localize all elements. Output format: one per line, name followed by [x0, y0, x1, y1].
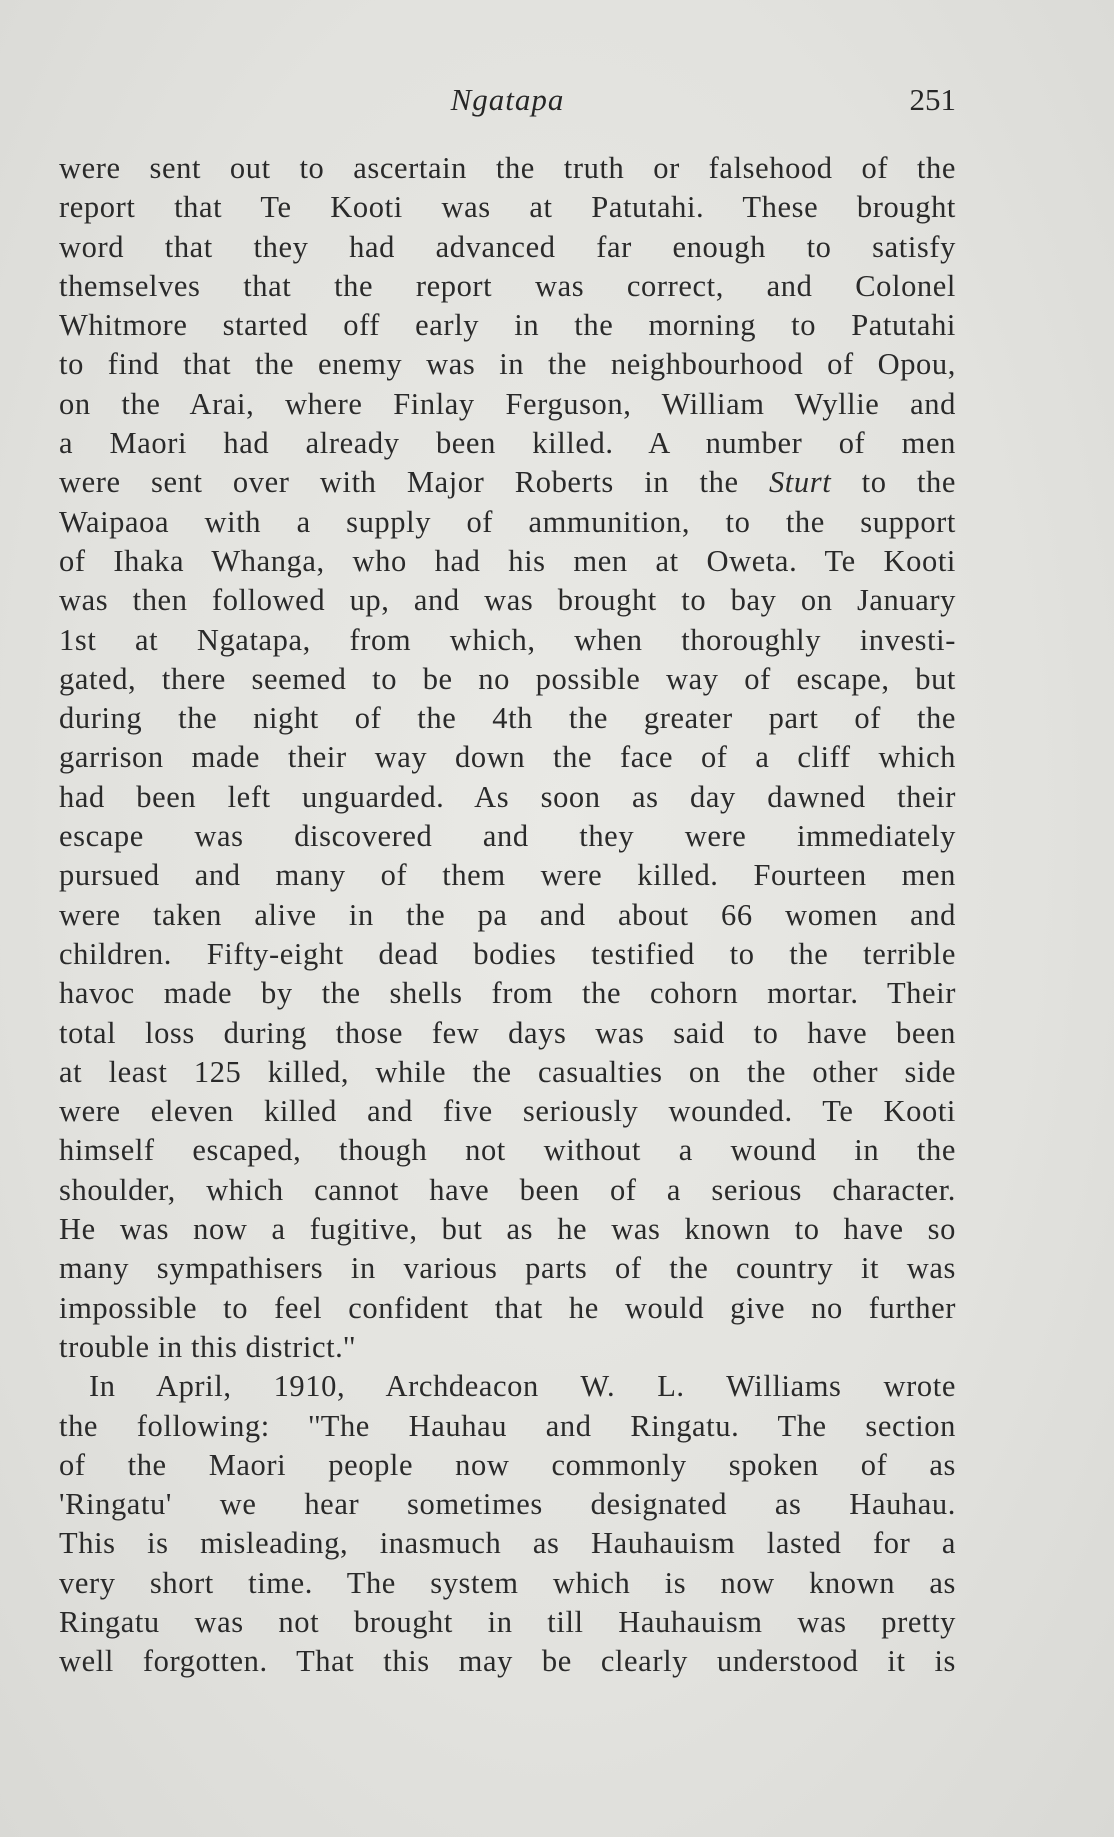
- text-line: many sympathisers in various parts of the country it was: [59, 1251, 956, 1286]
- text-line: at least 125 killed, while the casualties on the other side: [59, 1054, 956, 1089]
- text-line: of the Maori people now commonly spoken of as: [59, 1447, 956, 1482]
- text-line: report that Te Kooti was at Patutahi. These brought: [59, 190, 956, 225]
- text-line: were sent out to ascertain the truth or falsehood of the: [59, 151, 956, 185]
- text-line: a Maori had already been killed. A number of men: [59, 426, 956, 461]
- text-line: were taken alive in the pa and about 66 women and: [59, 897, 956, 932]
- text-line: Whitmore started off early in the morning to Patutahi: [59, 308, 956, 343]
- text-line: Waipaoa with a supply of ammunition, to the support: [59, 504, 956, 539]
- text-line: shoulder, which cannot have been of a serious character.: [59, 1172, 956, 1207]
- text-line: the following: ''The Hauhau and Ringatu. The section: [59, 1408, 956, 1443]
- paragraph-start-line: In April, 1910, Archdeacon W. L. Williams wrote: [89, 1369, 956, 1404]
- text-line: word that they had advanced far enough to satisfy: [59, 229, 956, 264]
- text-line: to find that the enemy was in the neighbourhood of Opou,: [59, 347, 956, 382]
- text-line: gated, there seemed to be no possible way of escape, but: [59, 661, 956, 696]
- text-line: during the night of the 4th the greater part of the: [59, 701, 956, 736]
- text-line: Ringatu was not brought in till Hauhauism was pretty: [59, 1604, 956, 1639]
- text-line: of Ihaka Whanga, who had his men at Oweta. Te Kooti: [59, 543, 956, 578]
- text-line: were eleven killed and five seriously wounded. Te Kooti: [59, 1094, 956, 1129]
- text-line: himself escaped, though not without a wound in the: [59, 1133, 956, 1168]
- text-line: on the Arai, where Finlay Ferguson, William Wyllie and: [59, 386, 956, 421]
- text-line: themselves that the report was correct, and Colonel: [59, 268, 956, 303]
- text-line: very short time. The system which is now known as: [59, 1565, 956, 1600]
- page-header: [59, 82, 956, 126]
- text-line: children. Fifty-eight dead bodies testified to the terrible: [59, 936, 956, 971]
- text-line: havoc made by the shells from the cohorn mortar. Their: [59, 976, 956, 1011]
- page-number: 251: [909, 82, 956, 117]
- body-text: [59, 149, 956, 1682]
- text-line: garrison made their way down the face of a cliff which: [59, 740, 956, 775]
- text-line-with-ship-name: [59, 463, 956, 502]
- text-fragment: to the: [831, 465, 957, 500]
- text-line: had been left unguarded. As soon as day dawned their: [59, 779, 956, 814]
- text-line: was then followed up, and was brought to bay on January: [59, 583, 956, 618]
- text-fragment: were sent over with Major Roberts in the: [59, 465, 769, 500]
- text-line: escape was discovered and they were immediately: [59, 819, 956, 854]
- text-line: total loss during those few days was said to have been: [59, 1015, 956, 1050]
- text-line: 1st at Ngatapa, from which, when thoroughly investi-: [59, 622, 956, 657]
- paragraph-end-line: trouble in this district.'': [59, 1329, 356, 1364]
- text-line: This is misleading, inasmuch as Hauhauism lasted for a: [59, 1526, 956, 1561]
- ship-name: Sturt: [768, 465, 832, 500]
- text-line: He was now a fugitive, but as he was known to have so: [59, 1212, 956, 1247]
- text-line: pursued and many of them were killed. Fourteen men: [59, 858, 956, 893]
- text-line: well forgotten. That this may be clearly understood it is: [59, 1644, 956, 1679]
- text-line: 'Ringatu' we hear sometimes designated as Hauhau.: [59, 1487, 956, 1522]
- running-head: Ngatapa: [450, 82, 565, 117]
- text-line: impossible to feel confident that he would give no further: [59, 1290, 956, 1325]
